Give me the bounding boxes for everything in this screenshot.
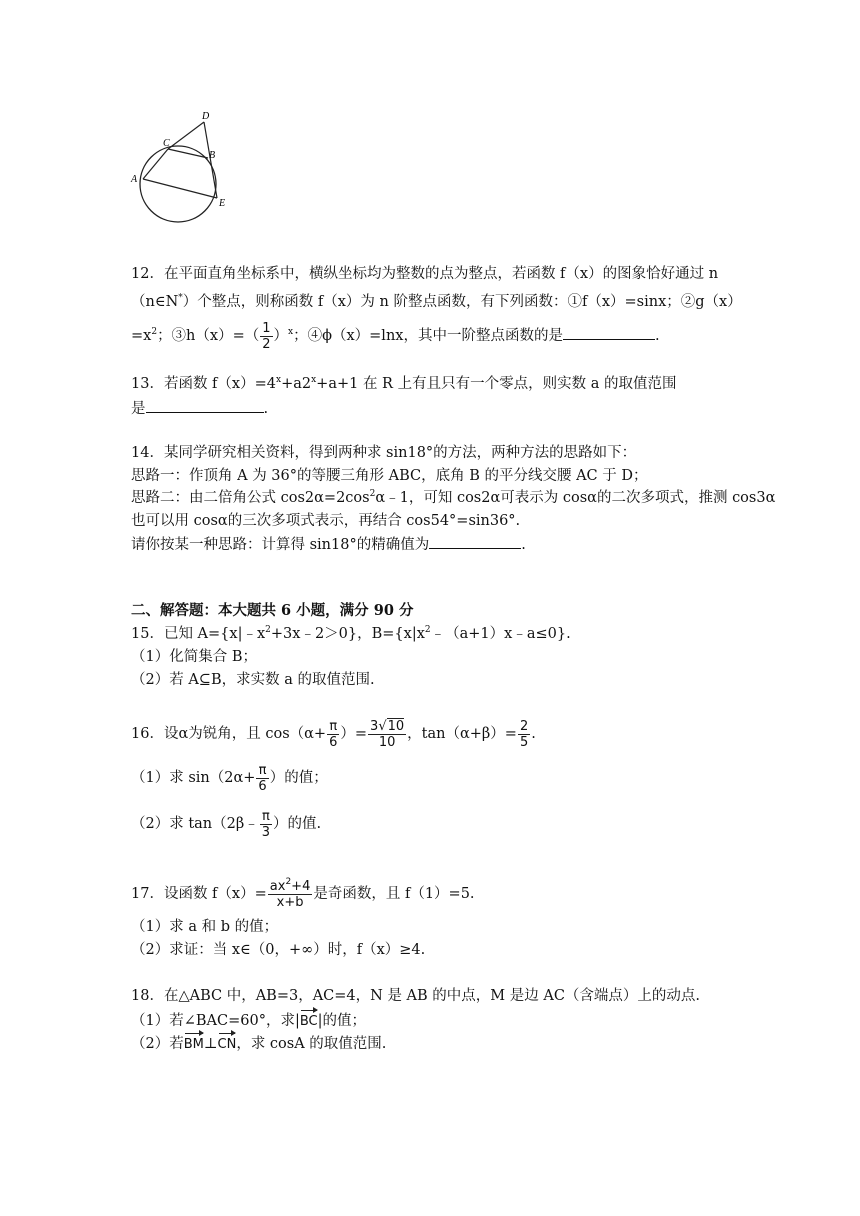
q16-frac-den: 6 <box>329 734 338 750</box>
q13-line-2 <box>131 398 268 419</box>
q16-text: ）的值. <box>273 816 322 832</box>
q16-line-1 <box>131 714 536 754</box>
segment-cb <box>168 149 208 158</box>
q16-frac-num: 3√10 <box>370 718 405 734</box>
q12-text: （n∈N <box>131 294 179 310</box>
q17-sup: 2 <box>285 876 292 887</box>
q17-num-b: +4 <box>291 878 311 894</box>
q16-frac-pi3 <box>260 809 272 840</box>
q17-frac-num <box>268 876 313 895</box>
q16-text: ）= <box>340 726 368 742</box>
q17-fraction <box>268 876 313 910</box>
q16-frac-num: π <box>260 809 272 825</box>
q12-text: ；④ϕ（x）=lnx，其中一阶整点函数的是 <box>293 328 563 344</box>
q14-line-2: 思路一：作顶角 A 为 36°的等腰三角形 ABC，底角 B 的平分线交腰 AC 于 D； <box>131 468 648 484</box>
q15-text: 15．已知 A={x|﹣x <box>131 626 266 642</box>
label-a: A <box>131 174 138 185</box>
q14-sup: 2 <box>369 489 376 499</box>
q12-text: ）个整点，则称函数 f（x）为 n 阶整点函数，有下列函数：①f（x）=sinx；②g（x） <box>182 294 742 310</box>
section-2-title: 二、解答题：本大题共 6 小题，满分 90 分 <box>131 602 414 619</box>
q16-part-2 <box>131 806 321 842</box>
geometry-figure <box>128 108 238 233</box>
q12-frac-den: 2 <box>262 336 271 352</box>
q13-text: +a+1 在 R 上有且只有一个零点，则实数 a 的取值范围 <box>316 376 677 392</box>
q16-frac-pi6-2 <box>256 763 268 794</box>
q16-frac-den: 6 <box>258 778 267 794</box>
label-d: D <box>202 111 210 122</box>
q16-frac-num: π <box>256 763 268 779</box>
q12-line-3 <box>131 318 660 354</box>
q12-line-2 <box>131 292 742 312</box>
q13-answer-blank[interactable] <box>146 398 264 413</box>
segment-ae <box>143 179 217 198</box>
q16-frac-den: 5 <box>519 734 529 750</box>
q12-sup: 2 <box>151 327 158 337</box>
q14-period: . <box>521 537 526 553</box>
vector-cn: CN <box>218 1032 237 1055</box>
q14-line-3 <box>131 488 775 508</box>
q16-frac-num: π <box>327 719 339 735</box>
label-c: C <box>163 138 170 149</box>
q13-text: 是 <box>131 401 146 417</box>
q12-frac-num: 1 <box>262 320 271 336</box>
q17-frac-den: x+b <box>276 894 304 910</box>
q14-text: 请你按某一种思路：计算得 sin18°的精确值为 <box>131 537 430 553</box>
q12-period: . <box>654 328 660 344</box>
q16-frac-pi6 <box>327 719 339 750</box>
q12-sup: x <box>288 327 294 337</box>
q16-period: . <box>531 726 536 742</box>
q16-part-1 <box>131 760 328 796</box>
q18-text: （2）若 <box>131 1036 184 1052</box>
q13-sup: x <box>311 375 317 385</box>
q17-num-a: ax <box>269 878 286 894</box>
q12-fraction <box>260 321 272 352</box>
q12-text: ；③h（x）=（ <box>157 328 260 344</box>
q18-part-1 <box>131 1009 366 1032</box>
q18-line-1: 18．在△ABC 中，AB=3，AC=4，N 是 AB 的中点，M 是边 AC（含端点）上的动点. <box>131 988 701 1004</box>
q12-text: =x <box>131 328 152 344</box>
q18-text: （1）若∠BAC=60°，求| <box>131 1013 300 1029</box>
q16-frac-num: 2 <box>519 718 529 734</box>
q18-part-2 <box>131 1032 386 1055</box>
q14-answer-blank[interactable] <box>429 534 521 549</box>
q14-line-4: 也可以用 cosα的三次多项式表示，再结合 cos54°=sin36°. <box>131 513 521 529</box>
q12-sup: * <box>178 293 183 303</box>
q15-text: ﹣（a+1）x﹣a≤0}. <box>430 626 571 642</box>
q16-frac-den: 3 <box>261 824 271 840</box>
q13-text: +a2 <box>281 376 312 392</box>
q16-coef: 3 <box>370 718 379 734</box>
q17-text: 是奇函数，且 f（1）=5. <box>313 886 475 902</box>
q16-text: （2）求 tan（2β﹣ <box>131 816 259 832</box>
q16-frac-tan <box>518 719 530 750</box>
q17-text: 17．设函数 f（x）= <box>131 886 267 902</box>
q16-radicand: 10 <box>387 718 405 734</box>
q16-frac-cos <box>368 719 406 750</box>
q16-text: ）的值； <box>269 770 328 786</box>
q16-text: ，tan（α+β）= <box>407 726 517 742</box>
segment-cd <box>168 122 204 149</box>
q13-period: . <box>263 401 269 417</box>
q15-part-1: （1）化简集合 B； <box>131 649 257 665</box>
q15-sup: 2 <box>424 625 431 635</box>
q17-part-2: （2）求证：当 x∈（0，+∞）时，f（x）≥4. <box>131 942 426 958</box>
q16-frac-den: 10 <box>378 734 396 750</box>
q14-text: 思路二：由二倍角公式 cos2α=2cos <box>131 490 370 506</box>
q13-sup: x <box>275 375 282 385</box>
q16-text: 16．设α为锐角，且 cos（α+ <box>131 726 327 742</box>
q12-answer-blank[interactable] <box>563 325 655 340</box>
q13-text: 13．若函数 f（x）=4 <box>131 376 276 392</box>
q17-line-1 <box>131 874 475 914</box>
q15-line-1 <box>131 624 571 644</box>
q16-text: （1）求 sin（2α+ <box>131 770 256 786</box>
q15-part-2: （2）若 A⊆B，求实数 a 的取值范围. <box>131 672 375 688</box>
q12-line-1: 12．在平面直角坐标系中，横纵坐标均为整数的点为整点，若函数 f（x）的图象恰好通过 n <box>131 266 719 282</box>
label-b: B <box>209 150 216 161</box>
label-e: E <box>219 198 226 209</box>
vector-bm: BM <box>184 1032 204 1055</box>
q18-text: ，求 cosA 的取值范围. <box>236 1036 387 1052</box>
q15-text: +3x﹣2＞0}，B={x|x <box>270 626 425 642</box>
q17-part-1: （1）求 a 和 b 的值； <box>131 919 279 935</box>
q12-text: ） <box>273 328 289 344</box>
q15-sup: 2 <box>265 625 271 635</box>
q14-text: α﹣1，可知 cos2α可表示为 cosα的二次多项式，推测 cos3α <box>375 490 776 506</box>
vector-bc: BC <box>300 1009 318 1032</box>
q13-line-1 <box>131 374 676 394</box>
q14-line-1: 14．某同学研究相关资料，得到两种求 sin18°的方法，两种方法的思路如下： <box>131 445 637 461</box>
perp-symbol: ⊥ <box>203 1036 218 1052</box>
q18-text: |的值； <box>317 1013 367 1029</box>
q14-line-5 <box>131 534 526 555</box>
